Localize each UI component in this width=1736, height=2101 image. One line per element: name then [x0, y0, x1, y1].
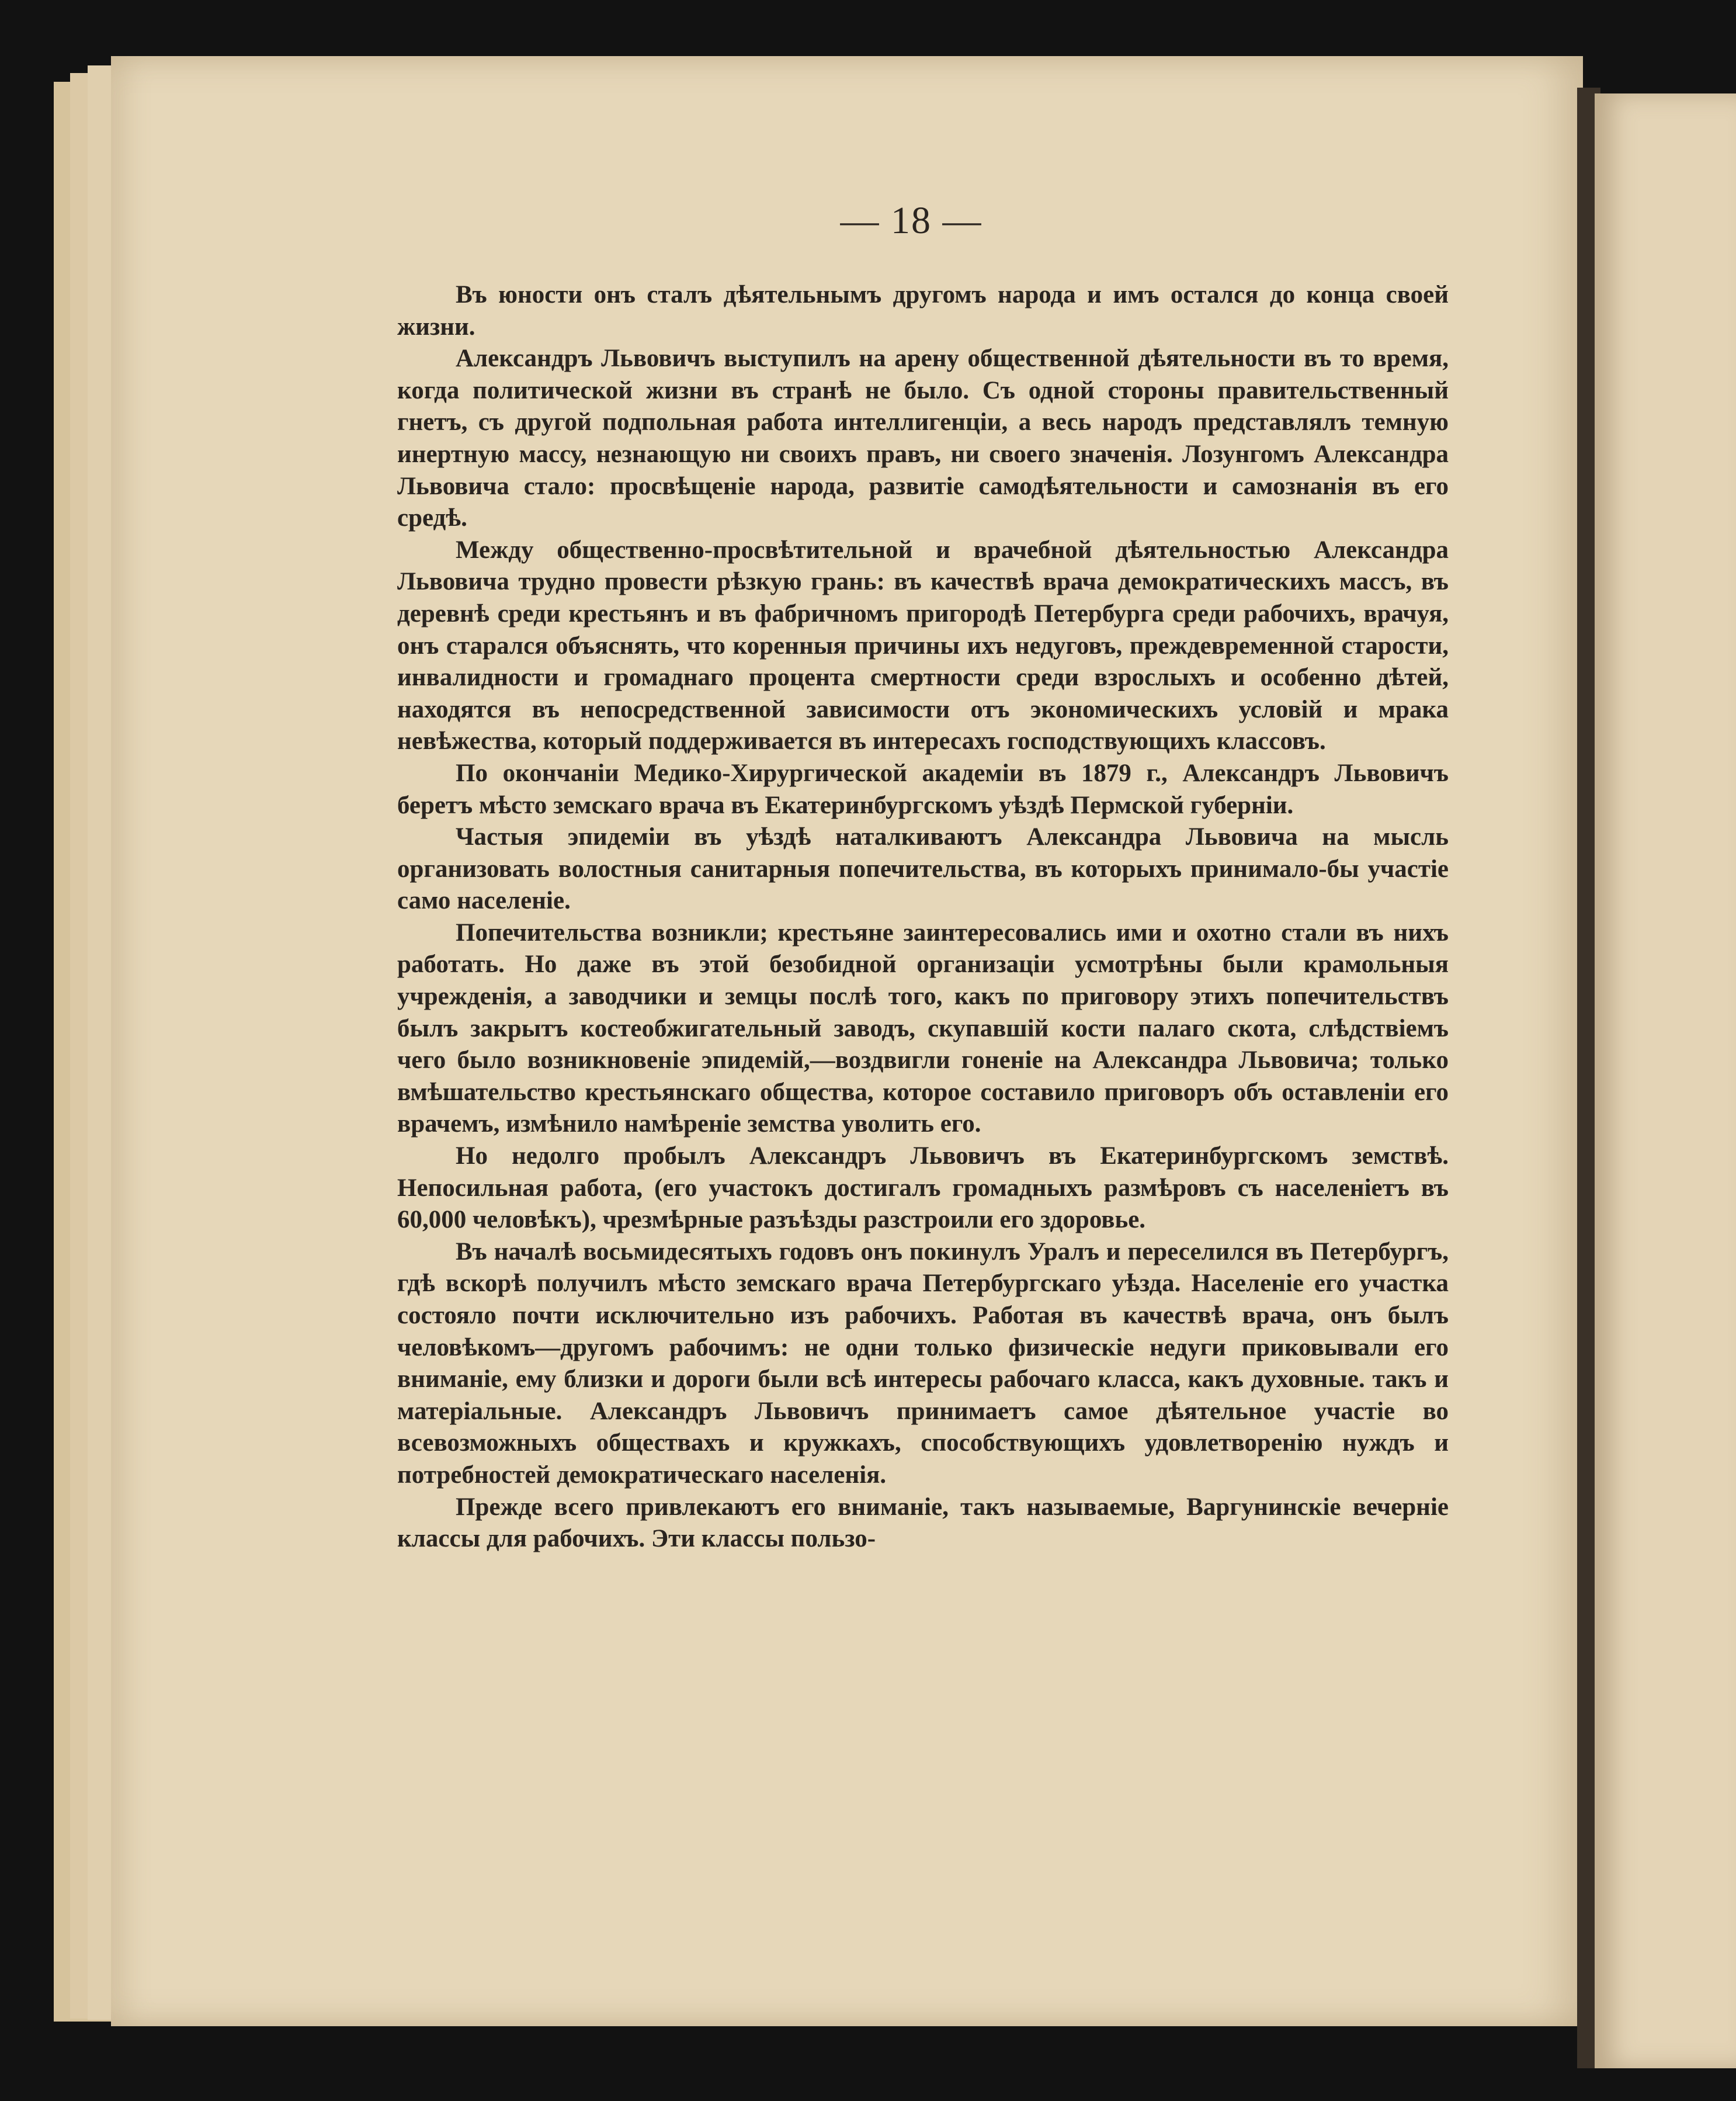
paragraph: Попечительства возникли; крестьяне заинтересовались ими и охотно стали въ нихъ работать. Но даже въ этой безобидной организаціи усмотрѣны были крамольныя учрежденія, а заводчики и земцы послѣ того, какъ по приговору этихъ попечительствъ былъ закрытъ костеобжигательный заводъ, скупавшій кости палаго скота, слѣдствіемъ чего было возникновеніе эпидемій,—воздвигли гоненіе на Александра Львовича; только вмѣшательство крестьянскаго общества, которое составило приговоръ объ оставленіи его врачемъ, измѣнило намѣреніе земства уволить его.: [397, 918, 1449, 1138]
paragraph: Александръ Львовичъ выступилъ на арену общественной дѣятельности въ то время, когда политической жизни въ странѣ не было. Съ одной стороны правительственный гнетъ, съ другой подпольная работа интеллигенціи, а весь народъ представлялъ темную инертную массу, незнающую ни своихъ правъ, ни своего значенія. Лозунгомъ Александра Львовича стало: просвѣщеніе народа, развитіе самодѣятельности и самознанія въ его средѣ.: [397, 345, 1449, 532]
paragraph: Но недолго пробылъ Александръ Львовичъ въ Екатеринбургскомъ земствѣ. Непосильная работа, (его участокъ достигалъ громадныхъ размѣровъ съ населеніетъ въ 60,000 человѣкъ), чрезмѣрные разъѣзды разстроили его здоровье.: [397, 1142, 1449, 1234]
paragraph: Между общественно-просвѣтительной и врачебной дѣятельностью Александра Львовича трудно провести рѣзкую грань: въ качествѣ врача демократическихъ массъ, въ деревнѣ среди крестьянъ и въ фабричномъ пригородѣ Петербурга среди рабочихъ, врачуя, онъ старался объяснять, что коренныя причины ихъ недуговъ, преждевременной старости, инвалидности и громаднаго процента смертности среди взрослыхъ и особенно дѣтей, находятся въ непосредственной зависимости отъ экономическихъ условій и мрака невѣжества, который поддерживается въ интересахъ господствующихъ классовъ.: [397, 536, 1449, 755]
page-number: — 18 —: [840, 199, 982, 242]
paragraph: Частыя эпидеміи въ уѣздѣ наталкиваютъ Александра Львовича на мысль организовать волостныя санитарныя попечительства, въ которыхъ принимало-бы участіе само населеніе.: [397, 823, 1449, 915]
paragraph: По окончаніи Медико-Хирургической академіи въ 1879 г., Александръ Львовичъ беретъ мѣсто земскаго врача въ Екатеринбургскомъ уѣздѣ Пермской губерніи.: [397, 759, 1449, 819]
paragraph: Въ юности онъ сталъ дѣятельнымъ другомъ народа и имъ остался до конца своей жизни.: [397, 281, 1449, 341]
facing-page-edge: [1595, 93, 1736, 2068]
paragraph: Въ началѣ восьмидесятыхъ годовъ онъ покинулъ Уралъ и переселился въ Петербургъ, гдѣ вскорѣ получилъ мѣсто земскаго врача Петербургскаго уѣзда. Населеніе его участка состояло почти исключительно изъ рабочихъ. Работая въ качествѣ врача, онъ былъ человѣкомъ—другомъ рабочимъ: не одни только физическіе недуги приковывали его вниманіе, ему близки и дороги были всѣ интересы рабочаго класса, какъ духовные. такъ и матеріальные. Александръ Львовичъ принимаетъ самое дѣятельное участіе во всевозможныхъ обществахъ и кружкахъ, способствующихъ удовлетворенію нуждъ и потребностей демократическаго населенія.: [397, 1237, 1449, 1489]
paragraph: Прежде всего привлекаютъ его вниманіе, такъ называемые, Варгунинскіе вечерніе классы для рабочихъ. Эти классы пользо-: [397, 1493, 1449, 1553]
body-text: [397, 279, 1449, 1555]
